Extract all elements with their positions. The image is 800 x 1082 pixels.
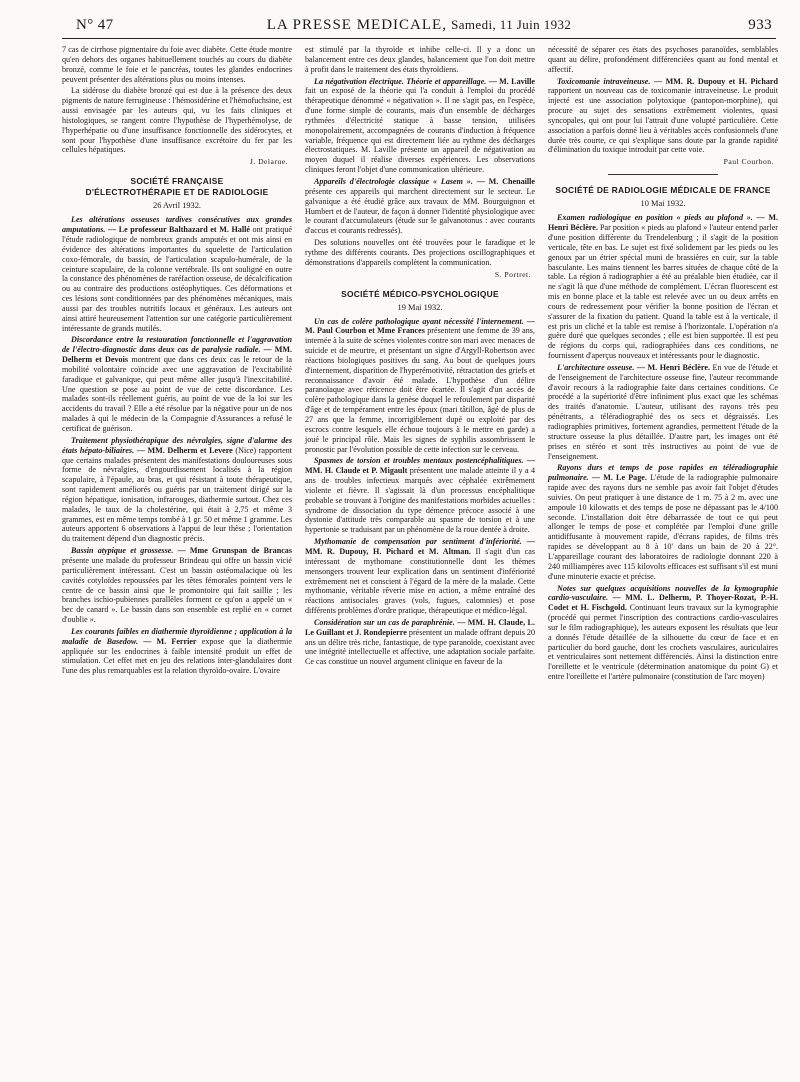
- article-text: (Nice) rapportent que certains malades présentent des manifestations douloureuses sous forme de névralgies, d'engourdissement localisés à la région scapulaire, à l'épaule, au bras, et qui résistant à toute thérapeutique, sont rapidement améliorés ou guéris par un traitement dirigé sur la région hépatique, ionisation, infrarouges, diathermie surtout. Chez ces malades, le taux de la cholestérine, qui était à 2,75 et même 3 grammes, est en même temps tombé à 1 gr. 50 et même 1 gramme. Les auteurs apportent 6 observations à l'appui de leur thèse ; l'orientation du traitement dépend d'un diagnostic précis.: [62, 445, 292, 544]
- article-text: Il s'agit d'un cas intéressant de mythomane constitutionnelle dont les thèmes mensongers trouvent leur explication dans un sentiment d'infériorité extrêmement net et conscient à l'égard de la mère de la malade. Cette mythomanie, véritable rêverie mise en action, a même entraîné des réactions antisociales graves (vols, fugues, calomnies) et pose différents problèmes d'ordre pratique, thérapeutique et médico-légal.: [305, 546, 535, 616]
- article: [548, 463, 778, 581]
- article-authors: — MM. H. Claude, L. Le Guillant et J. Rondepierre: [305, 617, 535, 637]
- article: [62, 335, 292, 433]
- article: [548, 213, 778, 361]
- article: [305, 537, 535, 616]
- article-title: Toxicomanie intraveineuse.: [557, 76, 651, 86]
- article-title: Les altérations osseuses tardives consécutives aux grandes amputations.: [62, 215, 292, 235]
- article-title: Considération sur un cas de paraphrénie.: [314, 617, 455, 627]
- article-title: Un cas de colère pathologique ayant nécessité l'internement.: [314, 316, 524, 326]
- article-title: Bassin atypique et grossesse.: [71, 546, 174, 556]
- issue-number: N° 47: [76, 17, 114, 33]
- article-text: fait un exposé de la théorie qui l'a conduit à l'emploi du procédé thérapeutique dénommé « négativation ». Il ne s'agit pas, en l'espèce, d'une forme simple de courants, mais d'un ensemble de décharges rythmées d'électricité statique à basse tension, utilisées monopolairement, accompagnées de courants d'induction à fréquence variable, fréquence qui est directement liée au rythme des décharges électrostatiques. M. Laville présente un appareil de négativation au moyen duquel il réalise diverses expériences. Les observations cliniques feront l'objet d'une communication ultérieure.: [305, 86, 535, 175]
- divider: [608, 174, 718, 175]
- section-heading: SOCIÉTÉ DE RADIOLOGIE MÉDICALE DE FRANCE: [555, 185, 771, 196]
- session-date: 19 Mai 1932.: [397, 302, 443, 312]
- article-title: Notes sur quelques acquisitions nouvelles de la kymographie cardio-vasculaire.: [548, 583, 778, 603]
- article-title: Mythomanie de compensation par sentiment d'infériorité.: [314, 537, 522, 547]
- article-text: L'étude de la radiographie pulmonaire rapide avec des rayons durs ne semble pas avoir fait l'objet d'études suivies. On peut pratiquer à une distance de 1 m. 75 à 2 m. avec une ampoule 10 kilowatts et des temps de pose ne dépassant pas le 4/100 seconde. L'installation doit être débarrassée de tout ce qui peut allonger le temps de pose et complétée par l'emploi d'une grille antidiffusante à mouvement rapide, d'écrans rapides, de films très rapides se développant au 8 à 10' dans un bain de 20 à 22°. L'appareillage courant des laboratoires de radiologie donnant 220 à 240 milliampères avec 115 kilovolts efficaces est suffisant s'il est muni d'une minuterie exacte et précise.: [548, 473, 779, 581]
- article-authors: — MM. R. Dupouy, H. Pichard et M. Altman.: [305, 537, 535, 556]
- article-title: L'architecture osseuse.: [557, 362, 635, 372]
- paragraph: 7 cas de cirrhose pigmentaire du foie avec diabète. Cette étude montre qu'en dehors des organes habituellement touchés au cours du diabète bronzé, comme le foie et le pancréas, toutes les glandes endocrines peuvent présenter des altérations plus ou moins intenses.: [62, 45, 292, 84]
- article-authors: — MM. L. Delherm, P. Thoyer-Rozat, P.-H. Codet et H. Fischgold.: [548, 593, 778, 613]
- article-authors: — M. Paul Courbon et Mme Frances: [305, 316, 535, 336]
- paragraph: nécessité de séparer ces états des psychoses paranoïdes, semblables quant au délire, profondément différenciées quant au fond mental et affectif.: [548, 45, 778, 74]
- article: [305, 177, 535, 236]
- signature: Paul Courbon.: [723, 157, 774, 167]
- signature: J. Delarue.: [249, 157, 288, 167]
- article-text: présente ces appareils qui marchent directement sur le secteur. Le galvanique a été étudié grâce aux travaux de MM. Bourguignon et Humbert et de l'auteur, de façon à donner l'identité physiologique avec le courant d'accumulateurs (étude sur le galvanotonus : avec courants d'accus et courants redressés).: [305, 186, 535, 236]
- article-title: Rayons durs et temps de pose rapides en téléradiographie pulmonaire.: [548, 463, 778, 483]
- article: [305, 618, 535, 667]
- article: [305, 77, 535, 175]
- paragraph: La sidérose du diabète bronzé qui est due à la présence des deux pigments de nature ferrugineuse : l'hémosidérine et l'hémofuchsine, est aussi envisagée par les auteurs qui, vu les faits cliniques et histologiques, se rangent contre l'hypothèse de l'hyperhémolyse, de l'hyperhépatie ou d'une insuffisance fonctionnelle des sidérocytes, et sont pour l'hypothèse d'une insuffisance excrétoire du fer par les cellules hépatiques.: [62, 86, 292, 155]
- article-text: Continuant leurs travaux sur la kymographie (procédé qui permet l'inscription des contractions cardio-vasculaires sur le film radiographique), les auteurs exposent les résultats que leur a donnés l'étude détaillée de la silhouette du cœur de face et en particulier du bord gauche, dont les crochets vasculaires, auriculaires et ventriculaires sont nettement différenciés. Ainsi la distinction entre l'oreillette et le ventricule (détermination anatomique du point G) et entre l'oreillette et l'artère pulmonaire (constitution de l'arc moyen): [548, 603, 778, 682]
- page-number: 933: [748, 17, 772, 33]
- article-authors: — MM. H. Claude et P. Migault: [305, 456, 535, 476]
- article-authors: — MM. Delherm et Devois: [62, 345, 292, 365]
- article-title: Les courants faibles en diathermie thyroïdienne ; application à la maladie de Basedow.: [62, 626, 292, 646]
- article-authors: — Le professeur Balthazard et M. Hallé: [108, 225, 250, 235]
- article: [62, 436, 292, 544]
- article-text: présentent une malade atteinte il y a 4 ans de troubles infectieux marqués avec céphalée extrêmement violente et fièvre. Il s'agissait là d'un processus encéphalitique probable se trouvant à l'origine des manifestations morbides actuelles : syndrome de dissociation du type démence précoce associé à une dystonie d'attitude très comparable au spasme de torsion et à une hypertonie se traduisant par un phénomène de la roue dentée à droite.: [305, 466, 536, 535]
- article-text: En vue de l'étude et de l'enseignement de l'architecture osseuse fine, l'auteur recommande d'avoir recours à la radiographie faite dans certaines conditions. Ce procédé a la supériorité d'être infiniment plus exact que les schémas des traités d'anatomie. L'auteur, utilisant des rayons très peu pénétrants, a téléradiographié des os secs et dégraissés. Les radiographies primitives, fortement agrandies, permettent l'étude de la structure osseuse la plus détaillée. D'autre part, les images ont été prises en stéréo et sont très instructives au point de vue de l'enseignement.: [548, 362, 778, 461]
- article: [548, 363, 778, 461]
- article-authors: — M. Laville: [488, 76, 535, 86]
- article: [62, 215, 292, 333]
- paragraph: Des solutions nouvelles ont été trouvées pour le faradique et le rythme des différents courants. Des projections oscillographiques et démonstrations d'appareils complètent la communication.: [305, 238, 535, 267]
- signature: S. Portret.: [494, 269, 531, 279]
- article-text: présentent une femme de 39 ans, internée à la suite de scènes violentes contre son mari avec menaces de suicide et de meurtre, et présentant un signe d'Argyll-Robertson avec réactions biologiques positives du sang. Au bout de quelques jours d'internement, disparition de l'hyperémotivité, rétractation des griefs et reconnaissance d'avoir été malade. L'hypothèse d'un délire paranoïaque avec réticence doit être écartée. Il s'agit d'un accès de colère pathologique dans la genèse duquel le refoulement par disparité d'âge et de tempérament entre les époux (mari tâtillon, âgé de plus de 27 ans que la femme, incorrigiblement dupé ou exploité par des escrocs contre lesquels elle échoue toujours à le mettre en garde) a joué le principal rôle. Mais les signes de syphilis assombrissent le pronostic par l'évolution possible de cette infection sur le cerveau.: [305, 326, 535, 454]
- article-title: La négativation électrique. Théorie et appareillage.: [314, 76, 487, 86]
- page-header: [62, 14, 776, 39]
- section-heading-line: SOCIÉTÉ FRANÇAISE: [130, 176, 224, 187]
- article-authors: — M. Chenaille: [476, 176, 535, 186]
- article: [305, 317, 535, 455]
- article-authors: — M. Henri Béclère.: [636, 362, 710, 372]
- issue-date: Samedi, 11 Juin 1932: [451, 17, 572, 32]
- column-2: [305, 45, 535, 684]
- column-3: [548, 45, 778, 684]
- session-date: 10 Mai 1932.: [640, 199, 686, 209]
- column-1: [62, 45, 292, 684]
- article-authors: — M. Henri Béclère.: [548, 213, 779, 233]
- masthead: [62, 14, 776, 36]
- journal-name: LA PRESSE MEDICALE,: [266, 17, 447, 33]
- article-title: Examen radiologique en position « pieds au plafond ».: [557, 213, 753, 223]
- article: [62, 546, 292, 625]
- article-columns: [62, 45, 779, 684]
- article-authors: — M. Ferrier: [143, 636, 197, 646]
- article-text: présentent un malade offrant depuis 20 ans un délire très riche, fantastique, de type paranoïde, coexistant avec une intégrité intellectuelle et affective, une adaptation sociale parfaite. Ce cas constitue un nouvel argument clinique en faveur de la: [305, 627, 535, 667]
- article-authors: — M. Le Page.: [591, 473, 647, 483]
- article: [62, 627, 292, 676]
- article-authors: — MM. R. Dupouy et H. Pichard: [653, 76, 778, 86]
- session-date: 26 Avril 1932.: [153, 201, 201, 211]
- article-text: expose que la diathermie appliquée sur les endocrines à faible intensité produit un effet de stimulation. Cet effet met en jeu des relations inter-glandulaires dont l'une des plus remarquables est la relation thyroïdo-ovaire. L'ovaire: [62, 636, 292, 676]
- section-heading-line: D'ÉLECTROTHÉRAPIE ET DE RADIOLOGIE: [85, 187, 269, 198]
- section-heading: [62, 176, 292, 198]
- article-title: Appareils d'électrologie classique « Lasem ».: [314, 176, 473, 186]
- article-text: ont pratiqué l'étude radiologique de nombreux grands amputés et ont mis ainsi en évidence des altérations importantes du squelette de l'articulation coxo-fémorale, du bassin, de l'articulation scapulo-humérale, de la ceinture scapulaire, de la colonne vertébrale. Ils ont souligné en outre la constance des phénomènes de raréfaction osseuse, de décalcification ou au contraire des productions ostéophytiques. Ces déformations et ces lésions sont conditionnées par des phénomènes mécaniques, mais aussi par des troubles nutritifs locaux et généraux. Les auteurs ont ainsi attiré heureusement l'attention sur une catégorie particulièrement intéressante de grands mutilés.: [62, 225, 292, 333]
- article-text: montrent que dans ces deux cas le retour de la mobilité volontaire coïncide avec une aggravation de l'excitabilité faradique et galvanique, qui peut même aller jusqu'à l'inexcitabilité. Une question se pose au point de vue de cette discordance. Les malades sont-ils réellement guéris, au point de vue de la loi sur les accidents du travail ? Elle a été résolue par la négative pour un de nos malades à qui le médecin de la Compagnie d'Assurances a refusé le certificat de guérison.: [62, 355, 292, 433]
- article-authors: — Mme Grunspan de Brancas: [177, 546, 292, 556]
- article: [548, 77, 778, 156]
- article-text: Par position « pieds au plafond » l'auteur entend parler d'une position différente du Trendelenburg ; il s'agit de la position verticale, tête en bas. Le sujet est fixé solidement par les pieds ou les genoux par un étrier spécial muni de brassières en cuir, sur la table basculante. Les mains tiennent les barres situées de chaque côté de la table. La région à radiographier a été au préalable bien étudiée, car il ne s'agit là que d'une méthode de complément. L'écran fluorescent est mis en bonne place et la table est relevée avec un ou deux arrêts en cours de redressement pour vérifier la bonne position de l'écran et s'assurer de la fixation du patient. Quand la table est à la verticale, il est pris un cliché et la table est remise à l'horizontale. L'opération n'a guère duré que quelques secondes ; elle est bien supportée. Il est peu de régions du corps qui, radiographiées dans ces conditions, ne fournissent d'aperçus nouveaux et intéressants pour le diagnostic.: [548, 223, 778, 361]
- paragraph: est stimulé par la thyroïde et inhibe celle-ci. Il y a donc un balancement entre ces deux glandes, balancement que l'on doit mettre à profit dans le traitement des états thyroïdiens.: [305, 45, 535, 74]
- article: [305, 456, 535, 535]
- article-authors: — MM. Delherm et Levere: [136, 445, 233, 455]
- article-title: Discordance entre la restauration fonctionnelle et l'aggravation de l'électro-diagnostic dans deux cas de paralysie radiale.: [62, 335, 292, 355]
- article-text: présente une malade du professeur Brindeau qui offre un bassin vicié particulièrement intéressant. C'est un bassin ostéomalacique où les cavités cotyloïdes repoussées par les têtes fémorales pointent vers le centre de ce bassin ainsi que le promontoire qui fait saillie ; les branches ischio-pubiennes parallèles forment ce qu'on a appelé un « bec de canard ». Le bassin dans son ensemble est replié en « cornet d'oublie ».: [62, 555, 292, 625]
- article-title: Spasmes de torsion et troubles mentaux postencéphalitiques.: [314, 456, 524, 466]
- section-heading: SOCIÉTÉ MÉDICO-PSYCHOLOGIQUE: [341, 288, 499, 299]
- article: [548, 584, 778, 682]
- article-text: rapportent un nouveau cas de toxicomanie intraveineuse. Le produit injecté est une association polytoxique (pantopon-morphine), qui procure au sujet des sensations extrêmement violentes, quasi syncopales, qui ont pour lui l'attrait d'une volupté particulière. Cette association a parfois donné lieu à véritables accès confusionnels d'une durée très courte, ce qui s'explique sans doute par la grande rapidité d'élimination du toxique introduit par cette voie.: [548, 86, 778, 155]
- article-title: Traitement physiothérapique des névralgies, signe d'alarme des états hépato-biliaires.: [62, 435, 292, 455]
